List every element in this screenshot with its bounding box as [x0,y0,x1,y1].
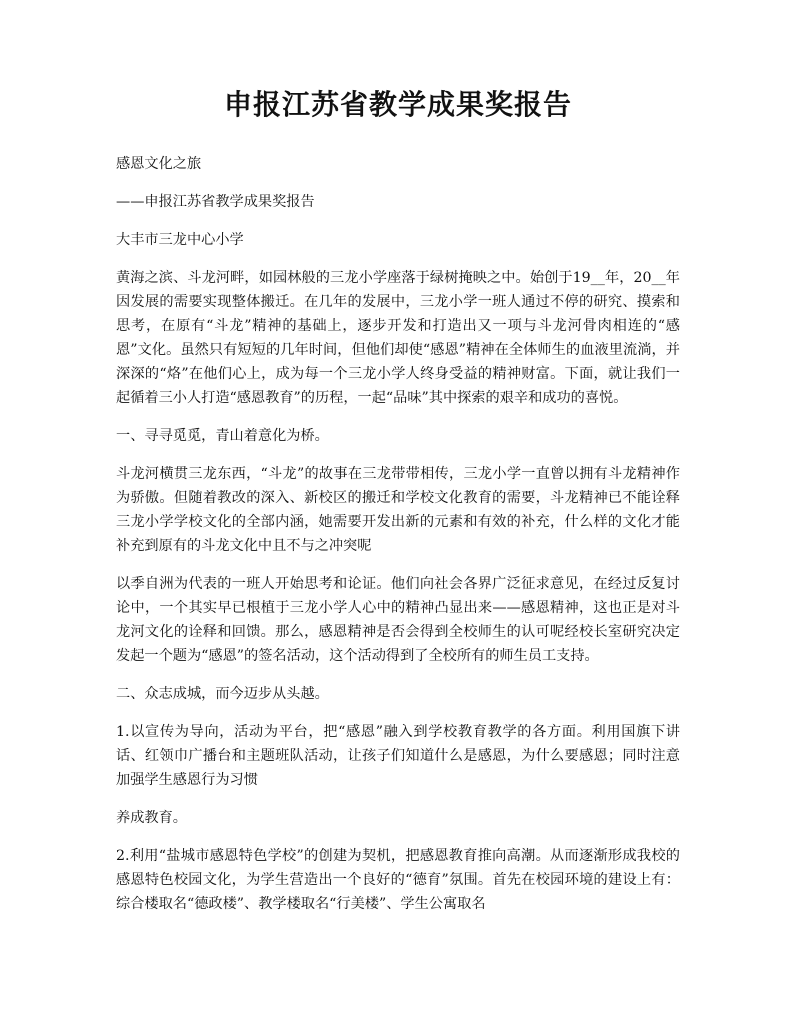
doc-school-name: 大丰市三龙中心小学 [116,231,244,248]
doc-subtitle: ——申报江苏省教学成果奖报告 [116,193,315,210]
doc-paragraph: 养成教育。 [116,809,187,826]
document-title: 申报江苏省教学成果奖报告 [223,88,572,121]
doc-heading-theme: 感恩文化之旅 [116,155,202,172]
doc-section-heading-1: 一、寻寻觅觅，青山着意化为桥。 [116,427,329,444]
doc-paragraph: 斗龙河横贯三龙东西，“斗龙”的故事在三龙带带相传，三龙小学一直曾以拥有斗龙精神作为骄傲。但随着教改的深入、新校区的搬迁和学校文化教育的需要，斗龙精神已不能诠释三龙小学学校文化的全部内涵，她需要开发出新的元素和有效的补充，什么样的文化才能补充到原有的斗龙文化中且不与之冲突呢 [116,465,680,554]
doc-section-heading-2: 二、众志成城，而今迈步从头越。 [116,685,329,702]
doc-paragraph: 以季自洲为代表的一班人开始思考和论证。他们向社会各界广泛征求意见，在经过反复讨论中，一个其实早已根植于三龙小学人心中的精神凸显出来——感恩精神，这也正是对斗龙河文化的诠释和回馈。那么，感恩精神是否会得到全校师生的认可呢经校长室研究决定发起一个题为“感恩”的签名活动，这个活动得到了全校所有的师生员工支持。 [116,575,680,664]
doc-paragraph-intro: 黄海之滨、斗龙河畔，如园林般的三龙小学座落于绿树掩映之中。始创于19__年，20__年因发展的需要实现整体搬迁。在几年的发展中，三龙小学一班人通过不停的研究、摸索和思考，在原有“斗龙”精神的基础上，逐步开发和打造出又一项与斗龙河骨肉相连的“感恩”文化。虽然只有短短的几年时间，但他们却使“感恩”精神在全体师生的血液里流淌，并深深的“烙”在他们心上，成为每一个三龙小学人终身受益的精神财富。下面，就让我们一起循着三小人打造“感恩教育”的历程，一起“品味”其中探索的艰辛和成功的喜悦。 [116,269,680,406]
doc-paragraph: 1.以宣传为导向，活动为平台，把“感恩”融入到学校教育教学的各方面。利用国旗下讲话、红领巾广播台和主题班队活动，让孩子们知道什么是感恩，为什么要感恩；同时注意加强学生感恩行为习惯 [116,723,680,788]
doc-paragraph: 2.利用“盐城市感恩特色学校”的创建为契机，把感恩教育推向高潮。从而逐渐形成我校的感恩特色校园文化，为学生营造出一个良好的“德育”氛围。首先在校园环境的建设上有：综合楼取名“德政楼”、教学楼取名“行美楼”、学生公寓取名 [116,847,680,912]
